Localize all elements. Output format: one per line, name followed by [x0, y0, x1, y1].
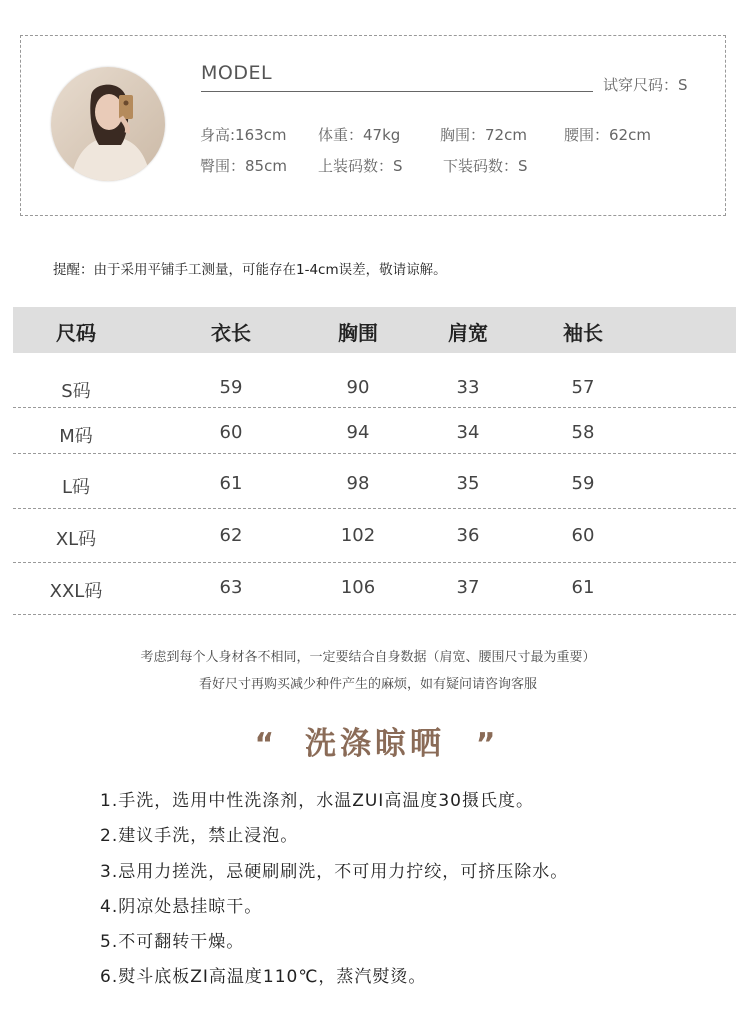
th-sleeve: 袖长 — [563, 321, 603, 345]
cell-bust: 94 — [346, 422, 370, 443]
model-title-underline — [201, 91, 593, 92]
cell-shoulder: 36 — [456, 525, 480, 546]
cell-bust: 90 — [346, 377, 370, 398]
list-item: 5.不可翻转干燥。 — [100, 932, 245, 953]
close-quote: ” — [475, 727, 496, 762]
cell-sleeve: 59 — [571, 473, 595, 494]
cell-length: 59 — [219, 377, 243, 398]
cell-size: XL码 — [55, 529, 97, 550]
cell-size: M码 — [59, 426, 93, 447]
cell-size: S码 — [61, 381, 91, 402]
row-divider — [13, 407, 736, 408]
cell-sleeve: 57 — [571, 377, 595, 398]
size-table-header — [13, 307, 736, 353]
cell-shoulder: 33 — [456, 377, 480, 398]
size-advice-note: 看好尺寸再购买减少种件产生的麻烦，如有疑问请咨询客服 — [198, 677, 537, 692]
tryon-size: 试穿尺码：S — [603, 76, 688, 94]
stat-height: 身高:163cm — [200, 126, 287, 144]
th-shoulder: 肩宽 — [448, 321, 488, 345]
list-item: 3.忌用力搓洗，忌硬刷刷洗，不可用力拧绞，可挤压除水。 — [100, 861, 569, 882]
cell-sleeve: 58 — [571, 422, 595, 443]
stat-weight: 体重：47kg — [318, 126, 401, 144]
cell-size: L码 — [61, 477, 91, 498]
th-size: 尺码 — [56, 321, 96, 345]
wash-title-text: 洗涤晾晒 — [305, 726, 445, 762]
row-divider — [13, 562, 736, 563]
model-title: MODEL — [201, 62, 273, 84]
cell-shoulder: 35 — [456, 473, 480, 494]
th-bust: 胸围 — [338, 321, 378, 345]
list-item: 4.阴凉处悬挂晾干。 — [100, 896, 263, 917]
wash-section-title — [0, 718, 750, 763]
list-item: 1.手洗，选用中性洗涤剂，水温ZUI高温度30摄氏度。 — [100, 791, 534, 811]
stat-waist: 腰围：62cm — [564, 126, 651, 144]
th-length: 衣长 — [211, 321, 251, 345]
cell-shoulder: 34 — [456, 422, 480, 443]
cell-bust: 102 — [340, 525, 376, 546]
cell-length: 60 — [219, 422, 243, 443]
stat-bust: 胸围：72cm — [440, 126, 527, 144]
cell-sleeve: 60 — [571, 525, 595, 546]
stat-top-size: 上装码数：S — [318, 157, 403, 175]
cell-bust: 106 — [340, 577, 376, 598]
list-item: 2.建议手洗，禁止浸泡。 — [100, 826, 299, 847]
list-item: 6.熨斗底板ZI高温度110℃，蒸汽熨烫。 — [100, 967, 427, 988]
model-card — [20, 35, 726, 216]
cell-length: 62 — [219, 525, 243, 546]
stat-hip: 臀围：85cm — [200, 157, 287, 175]
cell-sleeve: 61 — [571, 577, 595, 598]
row-divider — [13, 614, 736, 615]
open-quote: “ — [254, 727, 275, 762]
measurement-notice: 提醒：由于采用平铺手工测量，可能存在1-4cm误差，敬请谅解。 — [53, 262, 447, 278]
cell-bust: 98 — [346, 473, 370, 494]
cell-shoulder: 37 — [456, 577, 480, 598]
row-divider — [13, 508, 736, 509]
stat-bottom-size: 下装码数：S — [443, 157, 528, 175]
size-advice-note: 考虑到每个人身材各不相同，一定要结合自身数据（肩宽、腰围尺寸最为重要） — [140, 650, 596, 665]
cell-length: 61 — [219, 473, 243, 494]
model-avatar — [51, 67, 165, 181]
cell-size: XXL码 — [49, 581, 103, 602]
wash-instructions — [100, 786, 568, 998]
row-divider — [13, 453, 736, 454]
cell-length: 63 — [219, 577, 243, 598]
